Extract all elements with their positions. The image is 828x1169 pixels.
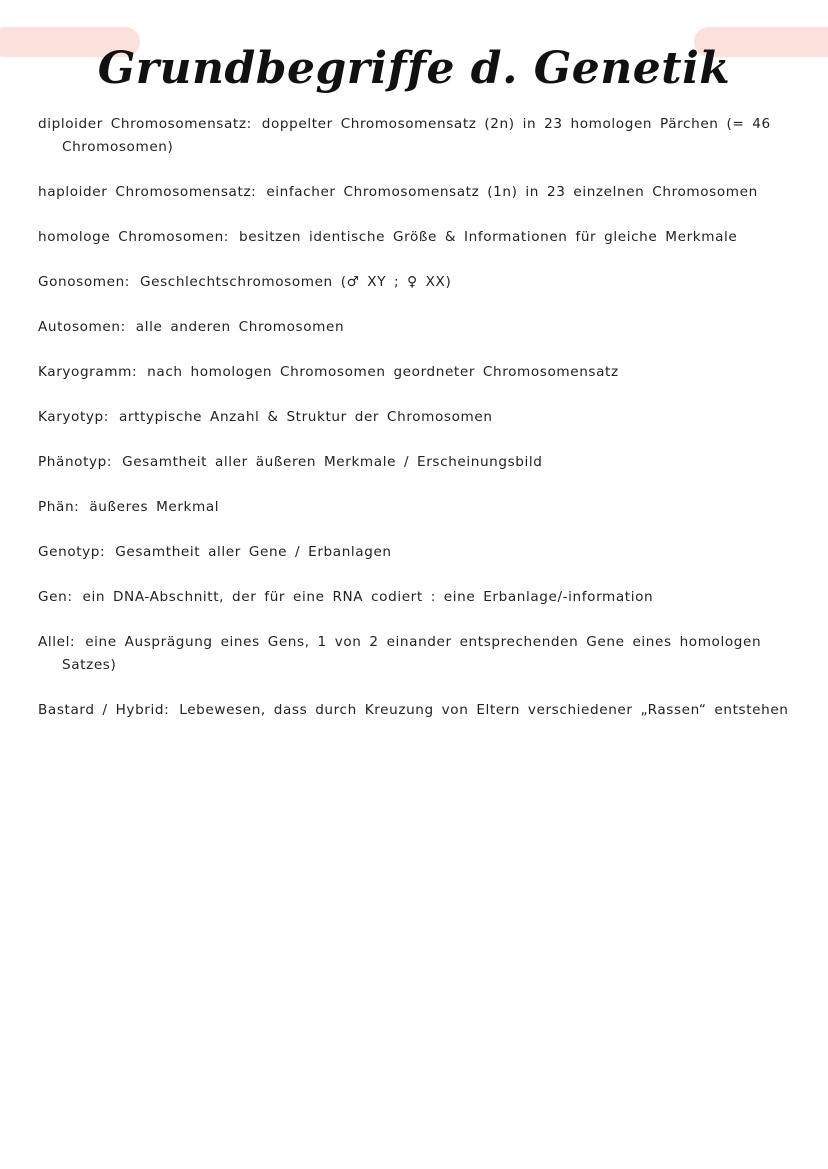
entry-definition: äußeres Merkmal xyxy=(89,499,220,515)
entry-definition: besitzen identische Größe & Informationen für gleiche Merkmale xyxy=(238,229,738,245)
entry-term: haploider Chromosomensatz: xyxy=(38,184,257,200)
entry-term: homologe Chromosomen: xyxy=(38,229,229,245)
entry-term: Bastard / Hybrid: xyxy=(38,702,170,718)
glossary-entry xyxy=(38,361,790,384)
entry-term: Autosomen: xyxy=(38,319,126,335)
page-title: Grundbegriffe d. Genetik xyxy=(97,43,731,95)
entry-definition: Geschlechtschromosomen (♂ XY ; ♀ XX) xyxy=(139,274,452,290)
glossary-entry xyxy=(38,271,790,294)
glossary-entry xyxy=(38,406,790,429)
entry-term: Phänotyp: xyxy=(38,454,113,470)
glossary-entry xyxy=(38,316,790,339)
entry-definition: ein DNA-Abschnitt, der für eine RNA codiert : eine Erbanlage/-information xyxy=(82,589,654,605)
entry-definition: doppelter Chromosomensatz (2n) in 23 homologen Pärchen (= 46 Chromosomen) xyxy=(62,116,771,155)
entry-term: Allel: xyxy=(38,634,76,650)
entry-definition: alle anderen Chromosomen xyxy=(135,319,345,335)
entry-definition: arttypische Anzahl & Struktur der Chromosomen xyxy=(118,409,493,425)
glossary-entry xyxy=(38,451,790,474)
entry-definition: nach homologen Chromosomen geordneter Chromosomensatz xyxy=(147,364,619,380)
entry-term: diploider Chromosomensatz: xyxy=(38,116,252,132)
entry-term: Genotyp: xyxy=(38,544,106,560)
entry-term: Karyotyp: xyxy=(38,409,109,425)
glossary-entry xyxy=(38,181,790,204)
entry-term: Karyogramm: xyxy=(38,364,138,380)
glossary-entry xyxy=(38,586,790,609)
entry-definition: einfacher Chromosomensatz (1n) in 23 einzelnen Chromosomen xyxy=(266,184,758,200)
entry-definition: Lebewesen, dass durch Kreuzung von Eltern verschiedener „Rassen“ entstehen xyxy=(179,702,789,718)
entry-definition: Gesamtheit aller äußeren Merkmale / Erscheinungsbild xyxy=(122,454,543,470)
glossary-entry xyxy=(38,631,790,677)
glossary-entry xyxy=(38,541,790,564)
entry-term: Phän: xyxy=(38,499,80,515)
entry-term: Gen: xyxy=(38,589,73,605)
glossary-entry xyxy=(38,496,790,519)
glossary-entry xyxy=(38,226,790,249)
entry-definition: Gesamtheit aller Gene / Erbanlagen xyxy=(115,544,392,560)
entry-term: Gonosomen: xyxy=(38,274,130,290)
glossary-list xyxy=(38,113,790,744)
glossary-entry xyxy=(38,699,790,722)
entry-definition: eine Ausprägung eines Gens, 1 von 2 einander entsprechenden Gene eines homologen Satzes) xyxy=(62,634,762,673)
glossary-entry xyxy=(38,113,790,159)
